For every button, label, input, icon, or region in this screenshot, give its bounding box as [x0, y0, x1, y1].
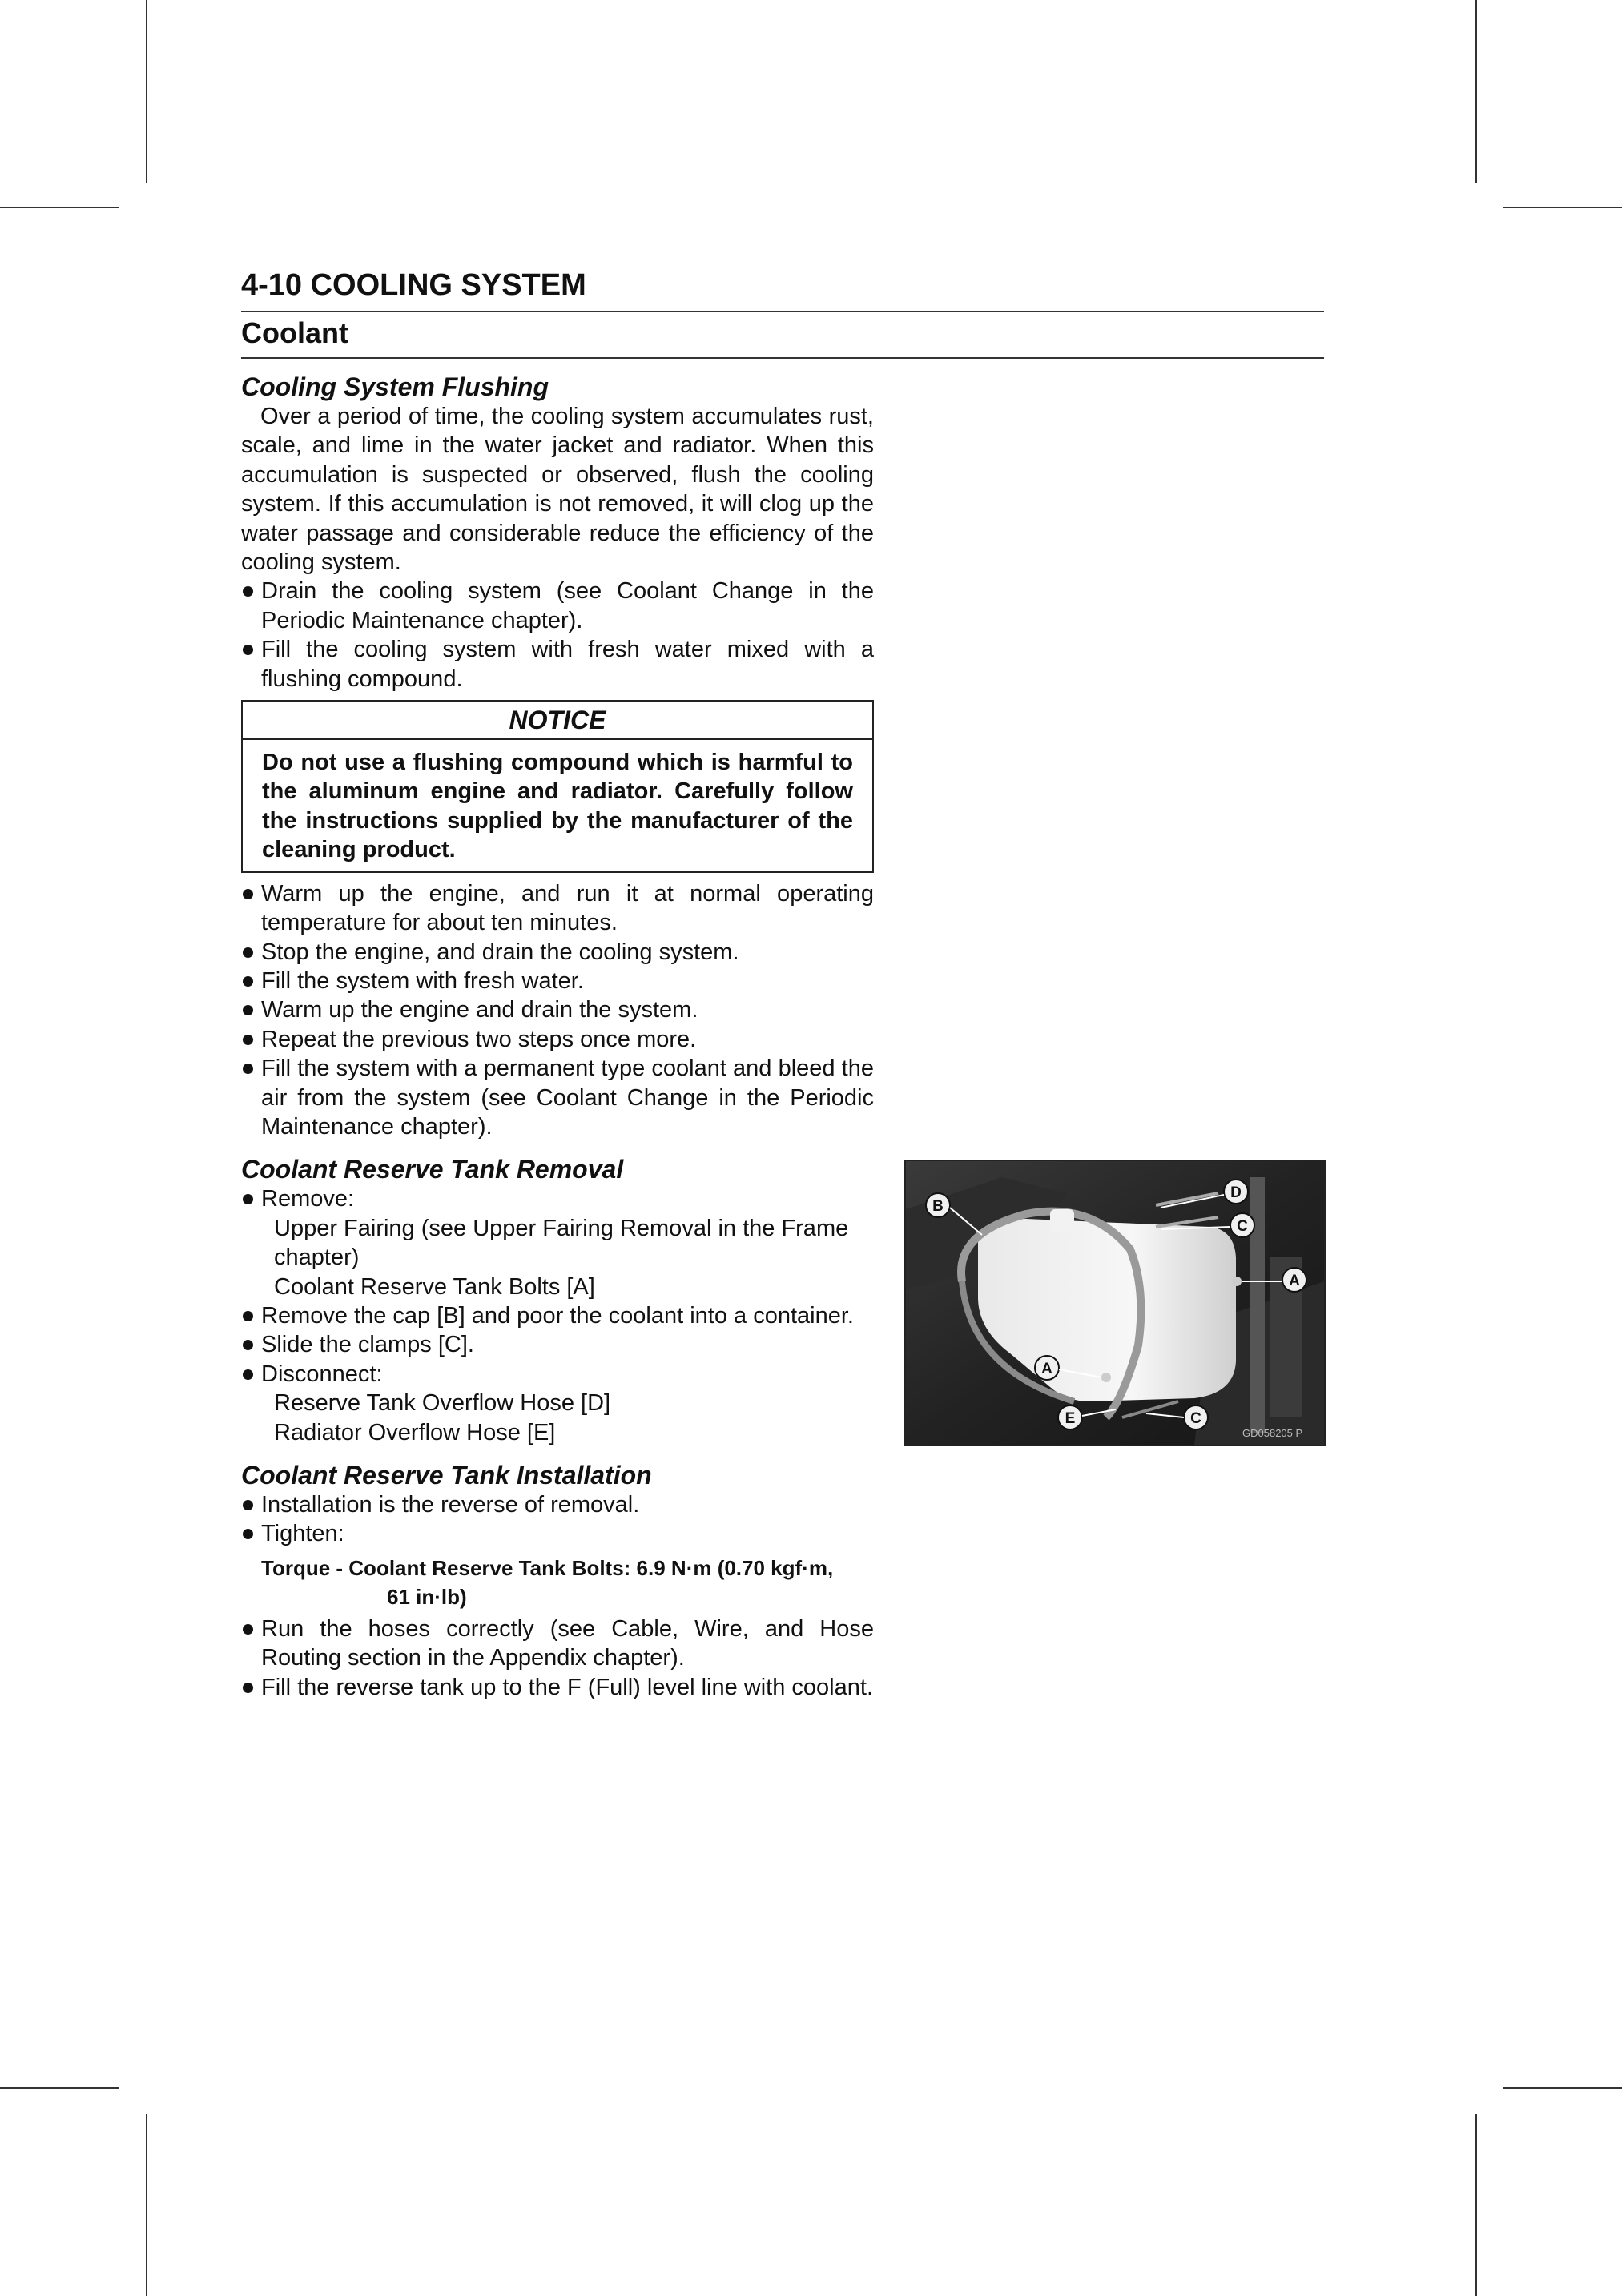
- bullet-icon: [243, 1035, 253, 1045]
- list-item: Tighten:: [241, 1519, 874, 1548]
- bullet-icon: [243, 645, 253, 655]
- crop-mark: [146, 2114, 147, 2296]
- crop-mark: [1503, 207, 1622, 208]
- callout-label: A: [1289, 1273, 1300, 1289]
- chapter-title: 4-10 COOLING SYSTEM: [241, 268, 586, 302]
- flushing-steps-before: [241, 577, 874, 694]
- installation-heading: Coolant Reserve Tank Installation: [241, 1461, 652, 1490]
- bullet-icon: [243, 1500, 253, 1510]
- crop-mark: [0, 207, 119, 208]
- flushing-heading: Cooling System Flushing: [241, 372, 549, 401]
- bullet-icon: [243, 1369, 253, 1380]
- section-rule: [241, 357, 1324, 359]
- page-header: [241, 263, 1324, 312]
- notice-box: [241, 700, 874, 873]
- installation-steps: [241, 1490, 874, 1549]
- torque-spec: [241, 1554, 874, 1611]
- callout-label: C: [1190, 1410, 1201, 1427]
- list-item: Stop the engine, and drain the cooling system.: [241, 938, 874, 967]
- callout-label: B: [932, 1198, 944, 1215]
- bullet-icon: [243, 1194, 253, 1204]
- flushing-intro: Over a period of time, the cooling system accumulates rust, scale, and lime in the water jacket and radiator. When this accumulation is suspected or observed, flush the cooling system. If this accumulation is not removed, it will clog up the water passage and considerable reduce the efficiency of the cooling system.: [241, 404, 874, 576]
- reserve-tank-illustration: [906, 1161, 1324, 1445]
- callout-label: A: [1041, 1361, 1052, 1377]
- reserve-tank-photo: [904, 1160, 1326, 1446]
- list-item: Repeat the previous two steps once more.: [241, 1025, 874, 1054]
- list-item: Remove the cap [B] and poor the coolant into a container.: [241, 1301, 874, 1330]
- list-item: Remove:: [241, 1184, 874, 1213]
- list-item: Fill the reverse tank up to the F (Full) level line with coolant.: [241, 1673, 874, 1702]
- list-item: Drain the cooling system (see Coolant Change in the Periodic Maintenance chapter).: [241, 577, 874, 635]
- notice-title: NOTICE: [243, 702, 872, 740]
- disconnect-item: Radiator Overflow Hose [E]: [274, 1419, 556, 1446]
- removal-heading: Coolant Reserve Tank Removal: [241, 1155, 624, 1184]
- list-item: Warm up the engine, and run it at normal operating temperature for about ten minutes.: [241, 879, 874, 938]
- bullet-icon: [243, 586, 253, 597]
- remove-item: Coolant Reserve Tank Bolts [A]: [274, 1273, 595, 1300]
- bullet-icon: [243, 1529, 253, 1539]
- bullet-icon: [243, 976, 253, 987]
- bullet-icon: [243, 1064, 253, 1074]
- section-header: [241, 312, 1324, 359]
- removal-steps-more: [241, 1301, 874, 1389]
- remove-item: Upper Fairing (see Upper Fairing Removal in the Frame chapter): [274, 1215, 849, 1271]
- figure-code: GD058205 P: [1242, 1427, 1303, 1439]
- section-title: Coolant: [241, 316, 348, 349]
- bullet-icon: [243, 889, 253, 899]
- callout-label: C: [1237, 1218, 1248, 1235]
- crop-mark: [1475, 0, 1477, 183]
- bullet-icon: [243, 1311, 253, 1321]
- installation-steps-after: [241, 1614, 874, 1702]
- crop-mark: [146, 0, 147, 183]
- crop-mark: [0, 2087, 119, 2089]
- list-item: Warm up the engine and drain the system.: [241, 995, 874, 1024]
- torque-line: Torque - Coolant Reserve Tank Bolts: 6.9 N·m (0.70 kgf·m,: [261, 1555, 834, 1580]
- main-column: [241, 372, 874, 1702]
- bullet-icon: [243, 1340, 253, 1350]
- notice-text: Do not use a flushing compound which is harmful to the aluminum engine and radiator. Carefully follow the instructions supplied by the manufacturer of the cleaning product.: [262, 750, 853, 863]
- list-item: Fill the cooling system with fresh water mixed with a flushing compound.: [241, 635, 874, 694]
- list-item: Fill the system with a permanent type coolant and bleed the air from the system (see Coolant Change in the Periodic Maintenance chapter).: [241, 1054, 874, 1141]
- crop-mark: [1475, 2114, 1477, 2296]
- bullet-icon: [243, 1005, 253, 1015]
- list-item: Disconnect:: [241, 1360, 874, 1389]
- list-item: Fill the system with fresh water.: [241, 967, 874, 995]
- bullet-icon: [243, 1624, 253, 1635]
- crop-mark: [1503, 2087, 1622, 2089]
- flushing-steps-after: [241, 879, 874, 1142]
- list-item: Run the hoses correctly (see Cable, Wire, and Hose Routing section in the Appendix chapter).: [241, 1614, 874, 1673]
- callout-label: E: [1065, 1410, 1076, 1427]
- bullet-icon: [243, 947, 253, 958]
- list-item: Slide the clamps [C].: [241, 1330, 874, 1359]
- bullet-icon: [243, 1683, 253, 1693]
- removal-steps: [241, 1184, 874, 1213]
- callout-label: D: [1230, 1184, 1242, 1201]
- torque-line: 61 in·lb): [387, 1584, 467, 1609]
- disconnect-item: Reserve Tank Overflow Hose [D]: [274, 1390, 611, 1417]
- list-item: Installation is the reverse of removal.: [241, 1490, 874, 1519]
